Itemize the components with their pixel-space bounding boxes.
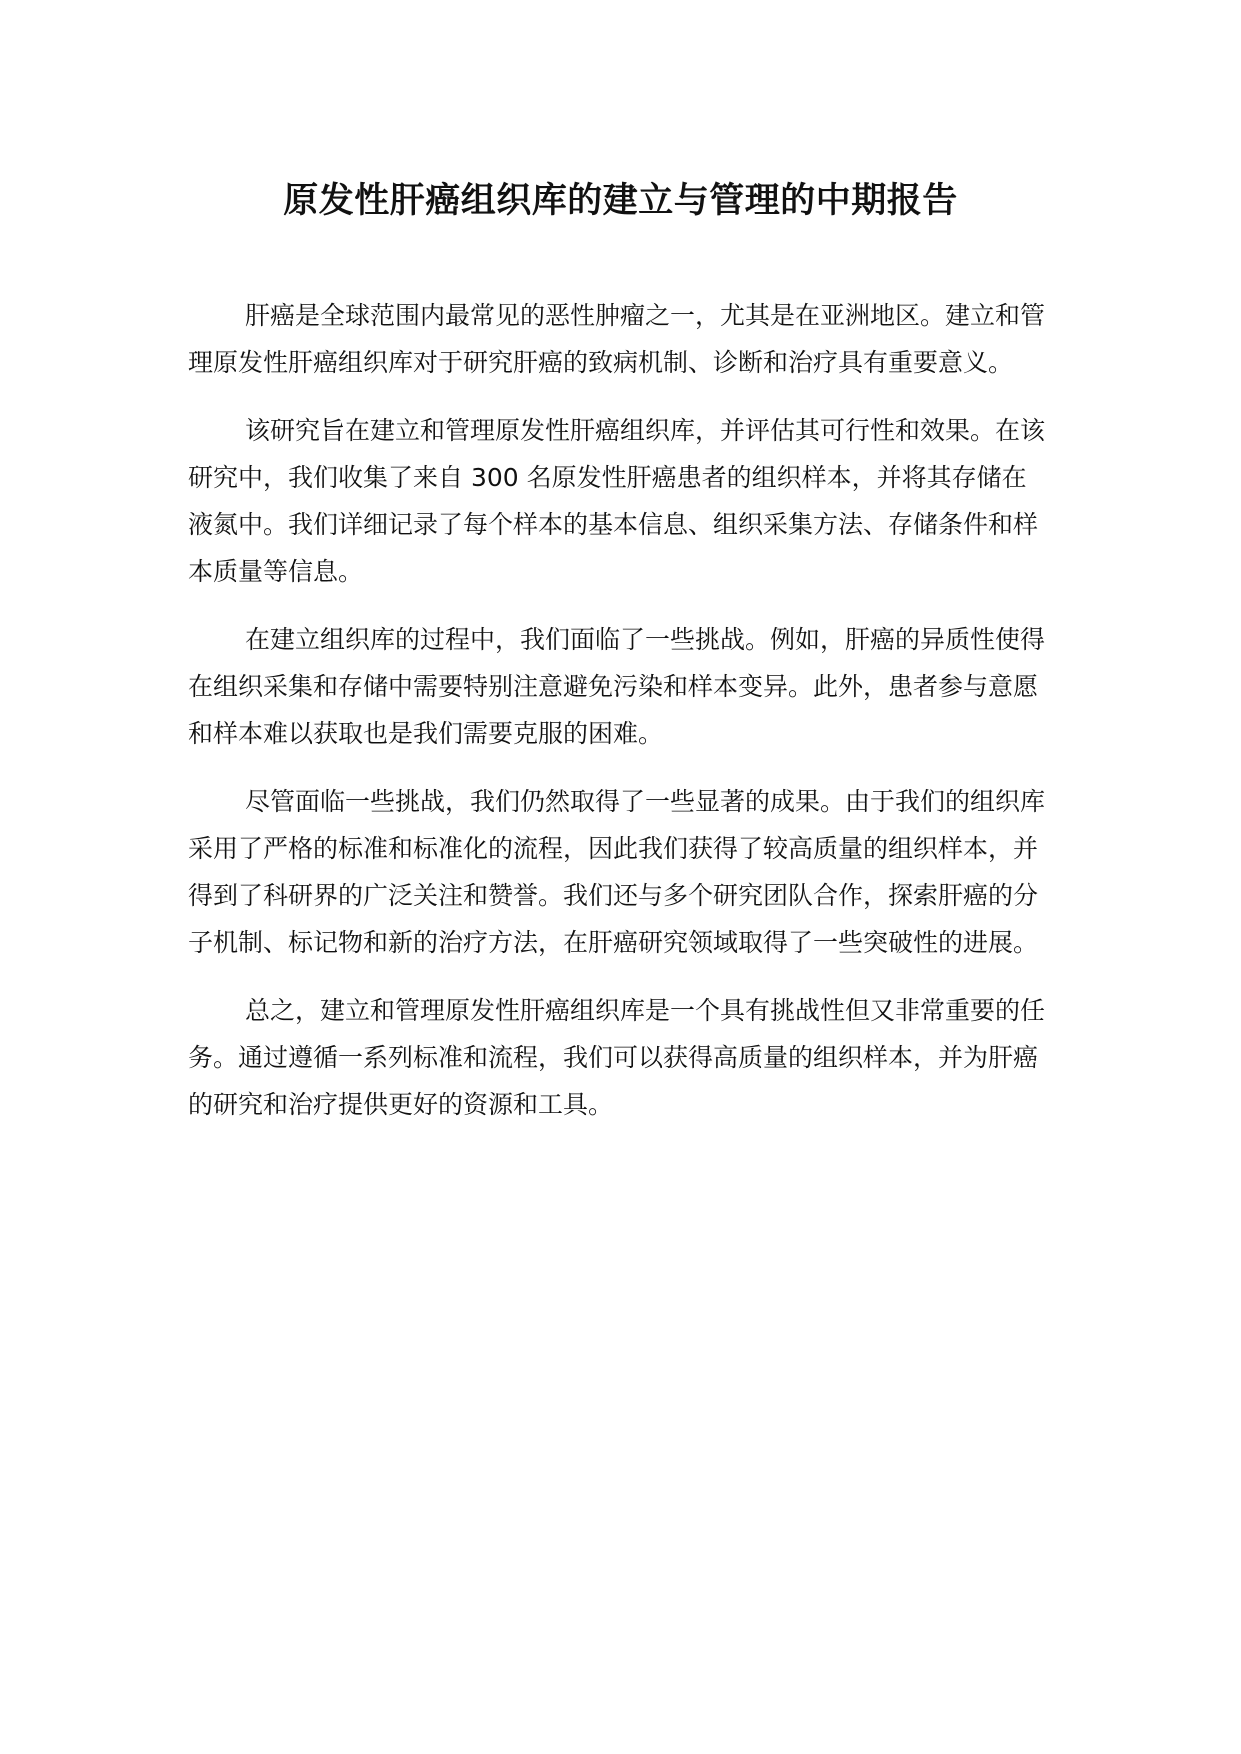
paragraph-study-aim: 该研究旨在建立和管理原发性肝癌组织库，并评估其可行性和效果。在该研究中，我们收集了来自 300 名原发性肝癌患者的组织样本，并将其存储在液氮中。我们详细记录了每个样本的基本信息、组织采集方法、存储条件和样本质量等信息。 <box>188 416 1046 586</box>
document-title: 原发性肝癌组织库的建立与管理的中期报告 <box>283 181 958 221</box>
document-body <box>188 292 1048 1149</box>
paragraph-results: 尽管面临一些挑战，我们仍然取得了一些显著的成果。由于我们的组织库采用了严格的标准和标准化的流程，因此我们获得了较高质量的组织样本，并得到了科研界的广泛关注和赞誉。我们还与多个研究团队合作，探索肝癌的分子机制、标记物和新的治疗方法，在肝癌研究领域取得了一些突破性的进展。 <box>188 787 1046 957</box>
paragraph-intro: 肝癌是全球范围内最常见的恶性肿瘤之一，尤其是在亚洲地区。建立和管理原发性肝癌组织库对于研究肝癌的致病机制、诊断和治疗具有重要意义。 <box>188 301 1046 377</box>
paragraph-challenges: 在建立组织库的过程中，我们面临了一些挑战。例如，肝癌的异质性使得在组织采集和存储中需要特别注意避免污染和样本变异。此外，患者参与意愿和样本难以获取也是我们需要克服的困难。 <box>188 625 1046 748</box>
paragraph-conclusion: 总之，建立和管理原发性肝癌组织库是一个具有挑战性但又非常重要的任务。通过遵循一系列标准和流程，我们可以获得高质量的组织样本，并为肝癌的研究和治疗提供更好的资源和工具。 <box>188 996 1046 1119</box>
